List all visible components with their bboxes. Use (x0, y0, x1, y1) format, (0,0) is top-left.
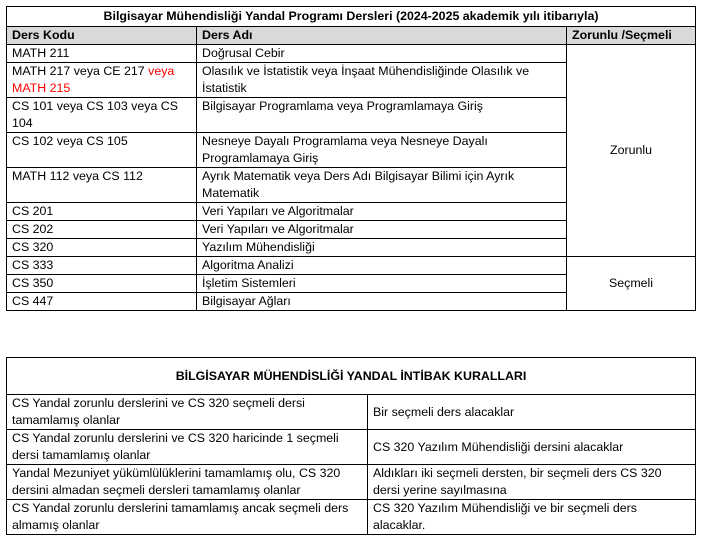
course-code: CS 320 (7, 239, 197, 257)
rules-table (6, 357, 696, 535)
course-code: CS 333 (7, 257, 197, 275)
rule-condition: Yandal Mezuniyet yükümlülüklerini tamamlamış olu, CS 320 dersini almadan seçmeli dersleri tamamlamış olanlar (7, 465, 368, 500)
course-name: İşletim Sistemleri (197, 275, 567, 293)
course-name: Yazılım Mühendisliği (197, 239, 567, 257)
course-name: Olasılık ve İstatistik veya İnşaat Mühendisliğinde Olasılık ve İstatistik (197, 63, 567, 98)
table-row (7, 257, 696, 275)
course-name: Doğrusal Cebir (197, 45, 567, 63)
course-name: Algoritma Analizi (197, 257, 567, 275)
rule-action: Aldıkları iki seçmeli dersten, bir seçmeli ders CS 320 dersi yerine sayılmasına (368, 465, 696, 500)
course-code: CS 101 veya CS 103 veya CS 104 (7, 98, 197, 133)
group-mandatory: Zorunlu (567, 45, 696, 257)
course-code: CS 102 veya CS 105 (7, 133, 197, 168)
course-name: Veri Yapıları ve Algoritmalar (197, 203, 567, 221)
header-mandatory-elective: Zorunlu /Seçmeli (567, 27, 696, 45)
course-code: CS 447 (7, 293, 197, 311)
course-name: Veri Yapıları ve Algoritmalar (197, 221, 567, 239)
course-name: Bilgisayar Programlama veya Programlamaya Giriş (197, 98, 567, 133)
rule-condition: CS Yandal zorunlu derslerini ve CS 320 seçmeli dersi tamamlamış olanlar (7, 395, 368, 430)
course-code-text: MATH 217 veya CE 217 (12, 64, 149, 78)
rule-action: Bir seçmeli ders alacaklar (368, 395, 696, 430)
header-course-code: Ders Kodu (7, 27, 197, 45)
rules-table-title: BİLGİSAYAR MÜHENDİSLİĞİ YANDAL İNTİBAK KURALLARI (7, 358, 696, 395)
table-row (7, 500, 696, 535)
rule-action: CS 320 Yazılım Mühendisliği ve bir seçmeli ders alacaklar. (368, 500, 696, 535)
group-elective: Seçmeli (567, 257, 696, 311)
header-course-name: Ders Adı (197, 27, 567, 45)
table-row (7, 395, 696, 430)
rule-action: CS 320 Yazılım Mühendisliği dersini alacaklar (368, 430, 696, 465)
course-code: CS 202 (7, 221, 197, 239)
table-row (7, 430, 696, 465)
course-name: Nesneye Dayalı Programlama veya Nesneye Dayalı Programlamaya Giriş (197, 133, 567, 168)
course-code-red-text: veya MATH 215 (12, 64, 175, 95)
course-name: Bilgisayar Ağları (197, 293, 567, 311)
course-code (7, 63, 197, 98)
course-code: CS 201 (7, 203, 197, 221)
table-row (7, 465, 696, 500)
courses-table-title: Bilgisayar Mühendisliği Yandal Programı Dersleri (2024-2025 akademik yılı itibarıyla) (7, 7, 696, 27)
course-code: MATH 211 (7, 45, 197, 63)
rule-condition: CS Yandal zorunlu derslerini tamamlamış ancak seçmeli ders almamış olanlar (7, 500, 368, 535)
course-code: MATH 112 veya CS 112 (7, 168, 197, 203)
courses-table (6, 6, 696, 311)
course-name: Ayrık Matematik veya Ders Adı Bilgisayar Bilimi için Ayrık Matematik (197, 168, 567, 203)
course-code: CS 350 (7, 275, 197, 293)
table-row (7, 45, 696, 63)
rule-condition: CS Yandal zorunlu derslerini ve CS 320 haricinde 1 seçmeli dersi tamamlamış olanlar (7, 430, 368, 465)
